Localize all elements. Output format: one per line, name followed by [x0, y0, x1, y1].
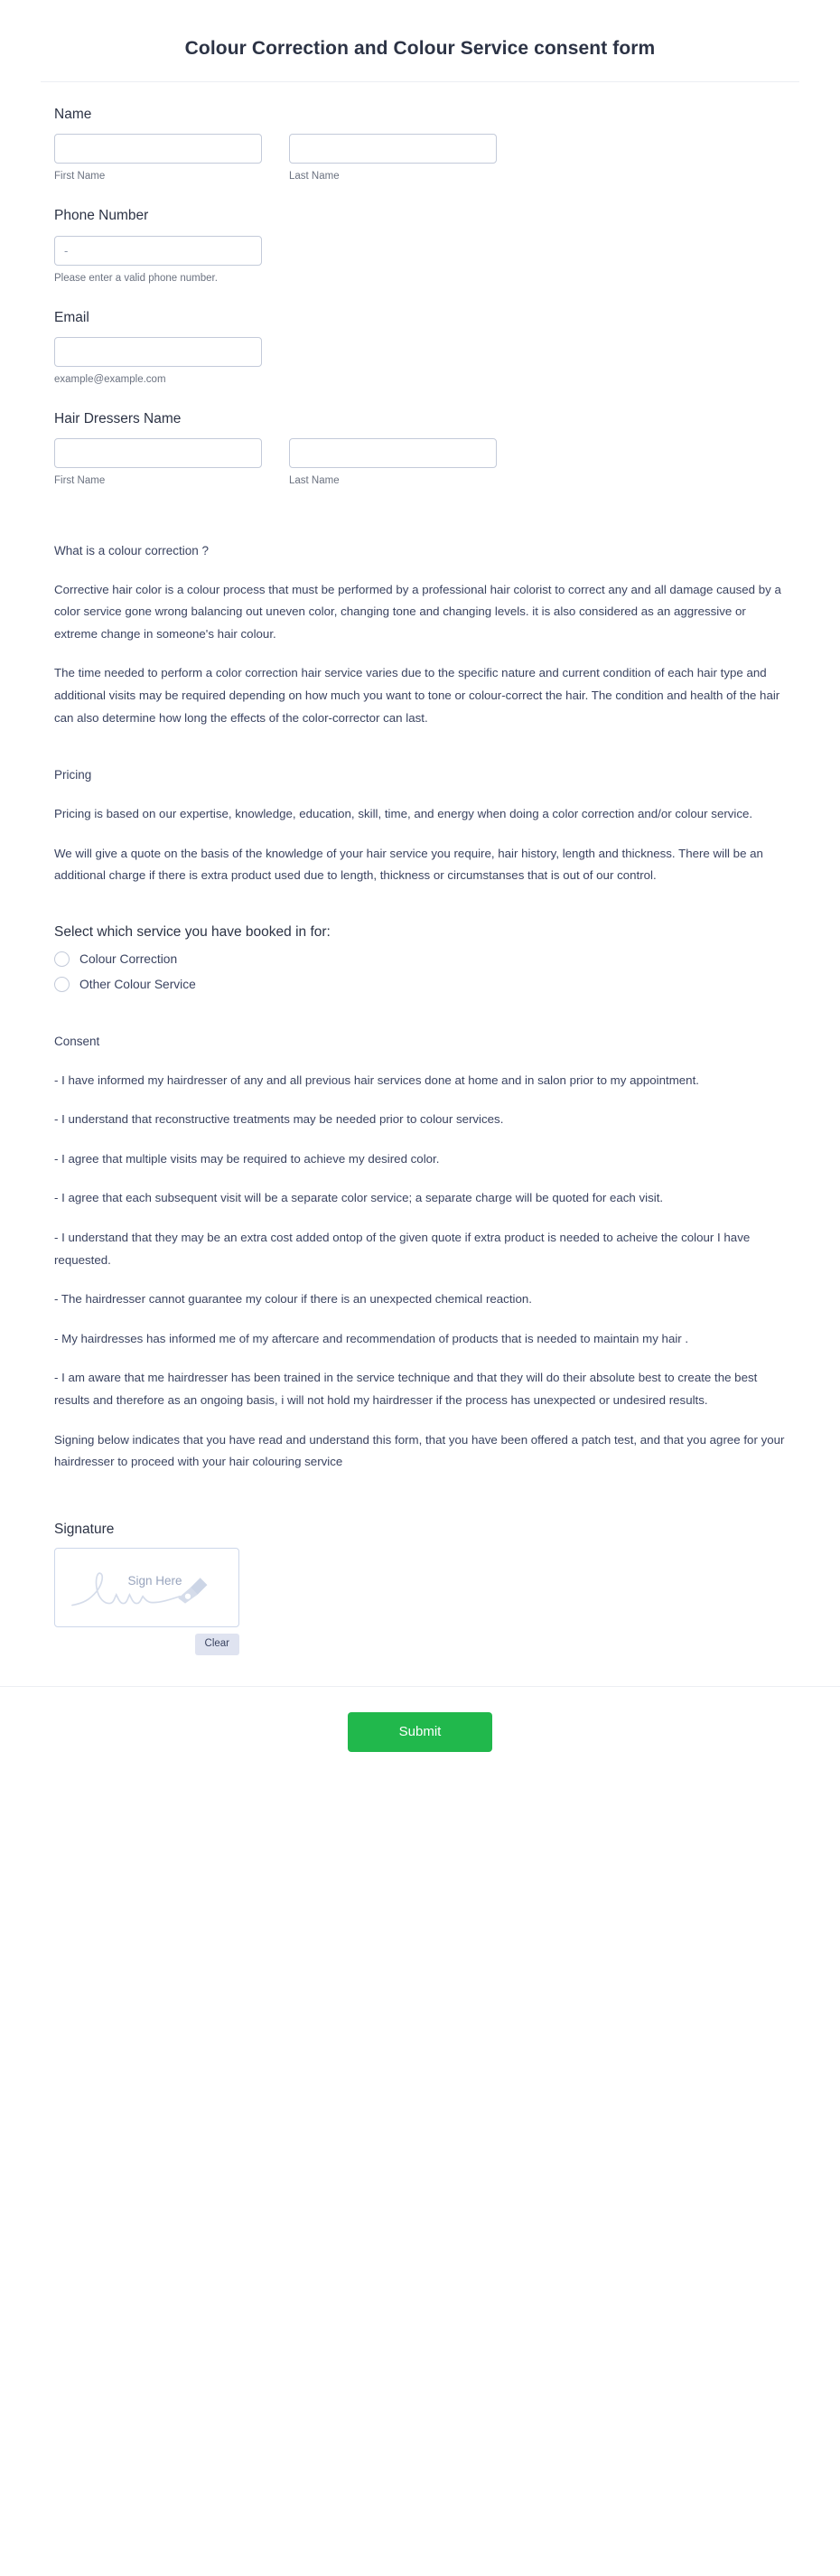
phone-col: [54, 236, 262, 286]
consent-item: - My hairdresses has informed me of my aftercare and recommendation of products that is needed to maintain my hair .: [54, 1331, 689, 1345]
consent-item: - I understand that they may be an extra cost added ontop of the given quote if extra product is needed to acheive the colour I have requested.: [54, 1230, 751, 1267]
spacer: [0, 511, 840, 542]
submit-button[interactable]: Submit: [348, 1712, 492, 1752]
name-row: [54, 134, 786, 183]
pricing-heading: Pricing: [54, 768, 92, 782]
page-title: Colour Correction and Colour Service consent form: [184, 38, 656, 59]
radio-option-other-colour-service[interactable]: [54, 977, 786, 993]
form-header: [41, 0, 799, 82]
name-last-col: [289, 134, 497, 183]
consent-item: - The hairdresser cannot guarantee my colour if there is an unexpected chemical reaction.: [54, 1292, 532, 1307]
consent-item: - I understand that reconstructive treatments may be needed prior to colour services.: [54, 1112, 504, 1127]
radio-circle-icon[interactable]: [54, 951, 70, 967]
field-name: [0, 106, 840, 183]
consent-item: - I agree that multiple visits may be required to achieve my desired color.: [54, 1151, 440, 1166]
phone-label: Phone Number: [54, 208, 149, 224]
what-is-paragraph-2: The time needed to perform a color correction hair service varies due to the specific nature and current condition of each hair type and additional visits may be required depending on how much you want to tone or colour-correct the hair. The condition and health of the hair can also determine how long the effects of the color-corrector can last.: [54, 666, 780, 725]
phone-sublabel: Please enter a valid phone number.: [54, 272, 218, 284]
section-what-is-colour-correction: [0, 542, 840, 729]
hairdresser-first-name-input[interactable]: [54, 438, 262, 468]
hairdresser-last-sublabel: Last Name: [289, 474, 340, 486]
email-input[interactable]: [54, 337, 262, 367]
service-select-legend: Select which service you have booked in for:: [54, 923, 331, 940]
hairdresser-label: Hair Dressers Name: [54, 410, 182, 426]
spacer: [0, 1491, 840, 1522]
pricing-paragraph-2: We will give a quote on the basis of the knowledge of your hair service you require, hair history, length and thickness. There will be an additional charge if there is extra product used due to length, thickness or circumstanses that is out of our control.: [54, 846, 763, 883]
consent-closing-statement: Signing below indicates that you have read and understand this form, that you have been offered a patch test, and that you agree for your hairdresser to proceed with your hair colouring service: [54, 1432, 785, 1469]
consent-heading: Consent: [54, 1034, 100, 1048]
hairdresser-first-sublabel: First Name: [54, 474, 106, 486]
service-select-group: [0, 924, 840, 993]
name-first-col: [54, 134, 262, 183]
last-name-sublabel: Last Name: [289, 171, 340, 183]
consent-item: - I have informed my hairdresser of any and all previous hair services done at home and in salon prior to my appointment.: [54, 1073, 699, 1087]
clear-signature-button[interactable]: Clear: [195, 1634, 239, 1655]
signature-flourish-icon: [55, 1549, 238, 1626]
field-email: [0, 309, 840, 387]
hairdresser-last-name-input[interactable]: [289, 438, 497, 468]
what-is-paragraph-1: Corrective hair color is a colour process that must be performed by a professional hair colorist to correct any and all damage caused by a color service gone wrong balancing out uneven color, changing tone and changing levels. it is also considered as an aggressive or extreme change in someone's hair colour.: [54, 582, 781, 641]
first-name-input[interactable]: [54, 134, 262, 164]
pricing-paragraph-1: Pricing is based on our expertise, knowledge, education, skill, time, and energy when doing a color correction and/or colour service.: [54, 807, 753, 821]
field-phone: [0, 207, 840, 285]
email-col: [54, 337, 262, 387]
consent-item: - I am aware that me hairdresser has been trained in the service technique and that they will do their absolute best to create the best results and therefore as an ongoing basis, i will not hold my hairdresser if the process has unexpected or undesired results.: [54, 1371, 758, 1407]
signature-clear-row: [54, 1634, 239, 1655]
signature-label: Signature: [54, 1521, 115, 1537]
spacer: [0, 746, 840, 766]
signature-placeholder-text: Sign Here: [127, 1573, 182, 1588]
signature-block: [0, 1522, 840, 1655]
hairdresser-row: [54, 438, 786, 488]
first-name-sublabel: First Name: [54, 171, 106, 183]
form-footer: [0, 1686, 840, 1783]
email-sublabel: example@example.com: [54, 373, 166, 385]
field-hairdresser-name: [0, 410, 840, 488]
signature-pad[interactable]: [54, 1548, 239, 1627]
radio-option-colour-correction[interactable]: [54, 951, 786, 968]
hairdresser-first-col: [54, 438, 262, 488]
radio-label-colour-correction: Colour Correction: [79, 951, 178, 966]
last-name-input[interactable]: [289, 134, 497, 164]
name-label: Name: [54, 107, 92, 123]
radio-circle-icon[interactable]: [54, 977, 70, 992]
section-pricing: [0, 766, 840, 887]
spacer: [0, 1002, 840, 1033]
consent-item: - I agree that each subsequent visit will be a separate color service; a separate charge will be quoted for each visit.: [54, 1191, 664, 1205]
spacer: [0, 904, 840, 924]
section-consent: [0, 1033, 840, 1474]
form-body: [0, 82, 840, 1654]
hairdresser-last-col: [289, 438, 497, 488]
radio-label-other-colour-service: Other Colour Service: [79, 977, 196, 991]
phone-input[interactable]: [54, 236, 262, 266]
what-is-heading: What is a colour correction ?: [54, 543, 210, 557]
email-label: Email: [54, 309, 89, 325]
